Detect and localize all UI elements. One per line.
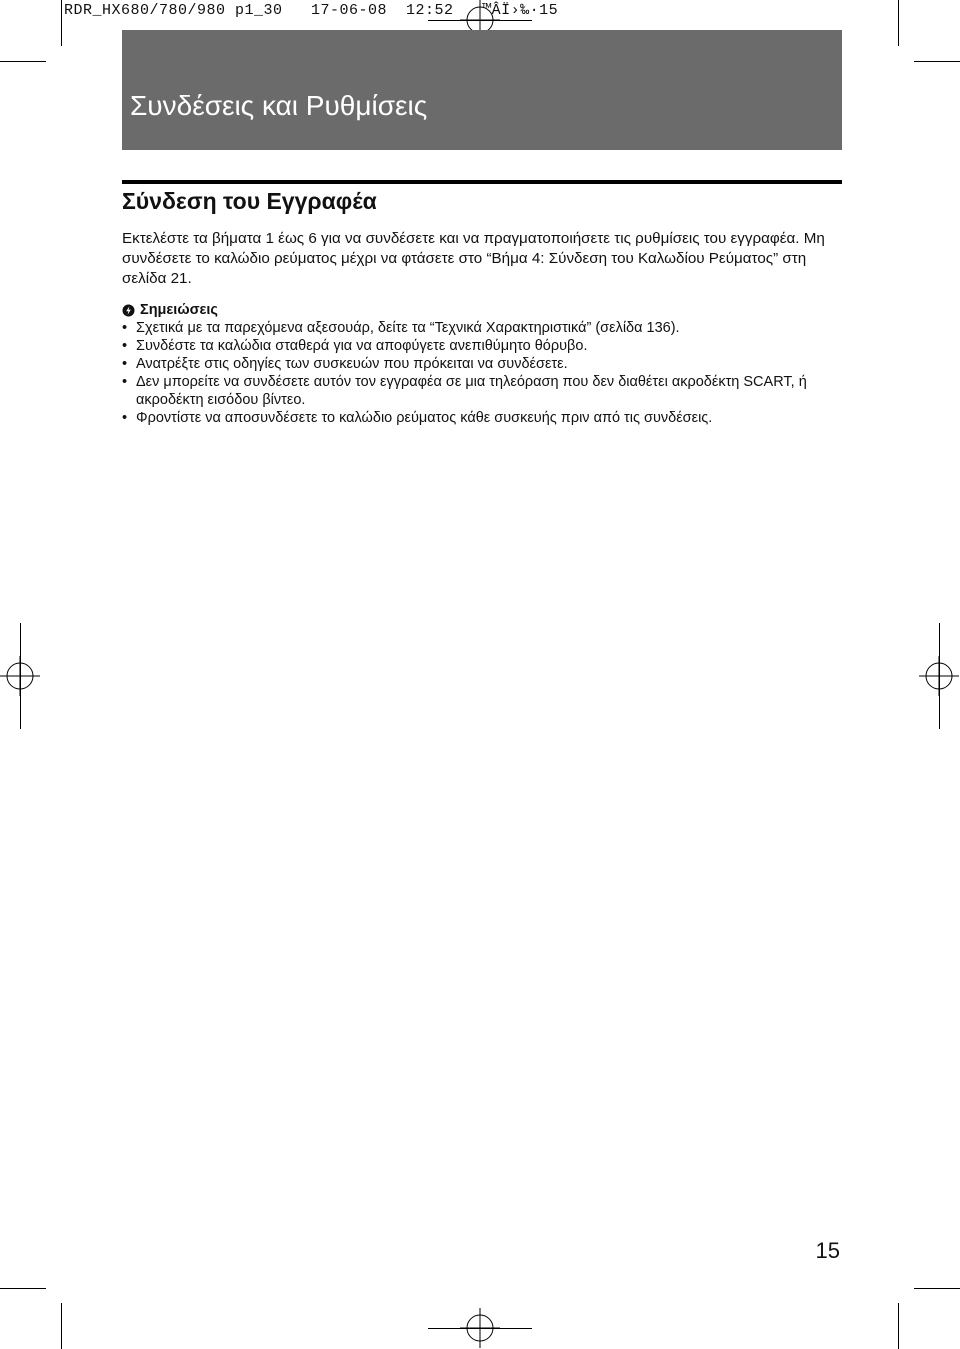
list-item [122,409,832,427]
bullet: • [122,374,128,390]
crop-mark-bottom-left-vertical [61,1303,62,1349]
crop-mark-top-left-vertical [61,0,62,46]
note-text: Σχετικά με τα παρεχόμενα αξεσουάρ, δείτε τα “Τεχνικά Χαρακτηριστικά” (σελίδα 136). [136,320,680,336]
section-rule [122,180,842,184]
note-text: Ανατρέξτε στις οδηγίες των συσκευών που πρόκειται να συνδέσετε. [136,356,568,372]
notes-list [122,319,832,427]
chapter-title: Συνδέσεις και Ρυθμίσεις [130,90,428,122]
crop-mark-top-right-vertical [898,0,899,46]
notes-heading-label: Σημειώσεις [140,302,218,318]
notes-heading [122,301,218,319]
crop-mark-bottom-right-vertical [898,1303,899,1349]
list-item [122,355,832,373]
list-item [122,319,832,337]
notes-icon [122,304,135,317]
bullet: • [122,356,128,372]
crop-mark-bottom-right-horizontal [914,1288,960,1289]
section-title: Σύνδεση του Εγγραφέα [122,188,377,214]
list-item [122,373,832,409]
note-text: Συνδέστε τα καλώδια σταθερά για να αποφύγετε ανεπιθύμητο θόρυβο. [136,338,588,354]
chapter-banner [122,30,842,150]
crop-mark-top-right-horizontal [914,61,960,62]
print-header: RDR_HX680/780/980 p1_30 17-06-08 12:52 ™ÂÏ›‰·15 [64,2,559,19]
registration-mark-left [0,656,40,696]
registration-mark-right [919,656,959,696]
bullet: • [122,338,128,354]
crop-mark-top-left-horizontal [0,61,46,62]
note-text: Δεν μπορείτε να συνδέσετε αυτόν τον εγγραφέα σε μια τηλεόραση που δεν διαθέτει ακροδέκτη SCART, ή ακροδέκτη εισόδου βίντεο. [136,374,807,408]
crop-mark-bottom-left-horizontal [0,1288,46,1289]
bullet: • [122,320,128,336]
bullet: • [122,410,128,426]
intro-paragraph: Εκτελέστε τα βήματα 1 έως 6 για να συνδέσετε και να πραγματοποιήσετε τις ρυθμίσεις του εγγραφέα. Μη συνδέσετε το καλώδιο ρεύματος μέχρι να φτάσετε στο “Βήμα 4: Σύνδεση του Καλωδίου Ρεύματος” στη σελίδα 21. [122,230,825,287]
page-number: 15 [815,1238,840,1263]
note-text: Φροντίστε να αποσυνδέσετε το καλώδιο ρεύματος κάθε συσκευής πριν από τις συνδέσεις. [136,410,713,426]
list-item [122,337,832,355]
registration-mark-bottom [460,1308,500,1348]
